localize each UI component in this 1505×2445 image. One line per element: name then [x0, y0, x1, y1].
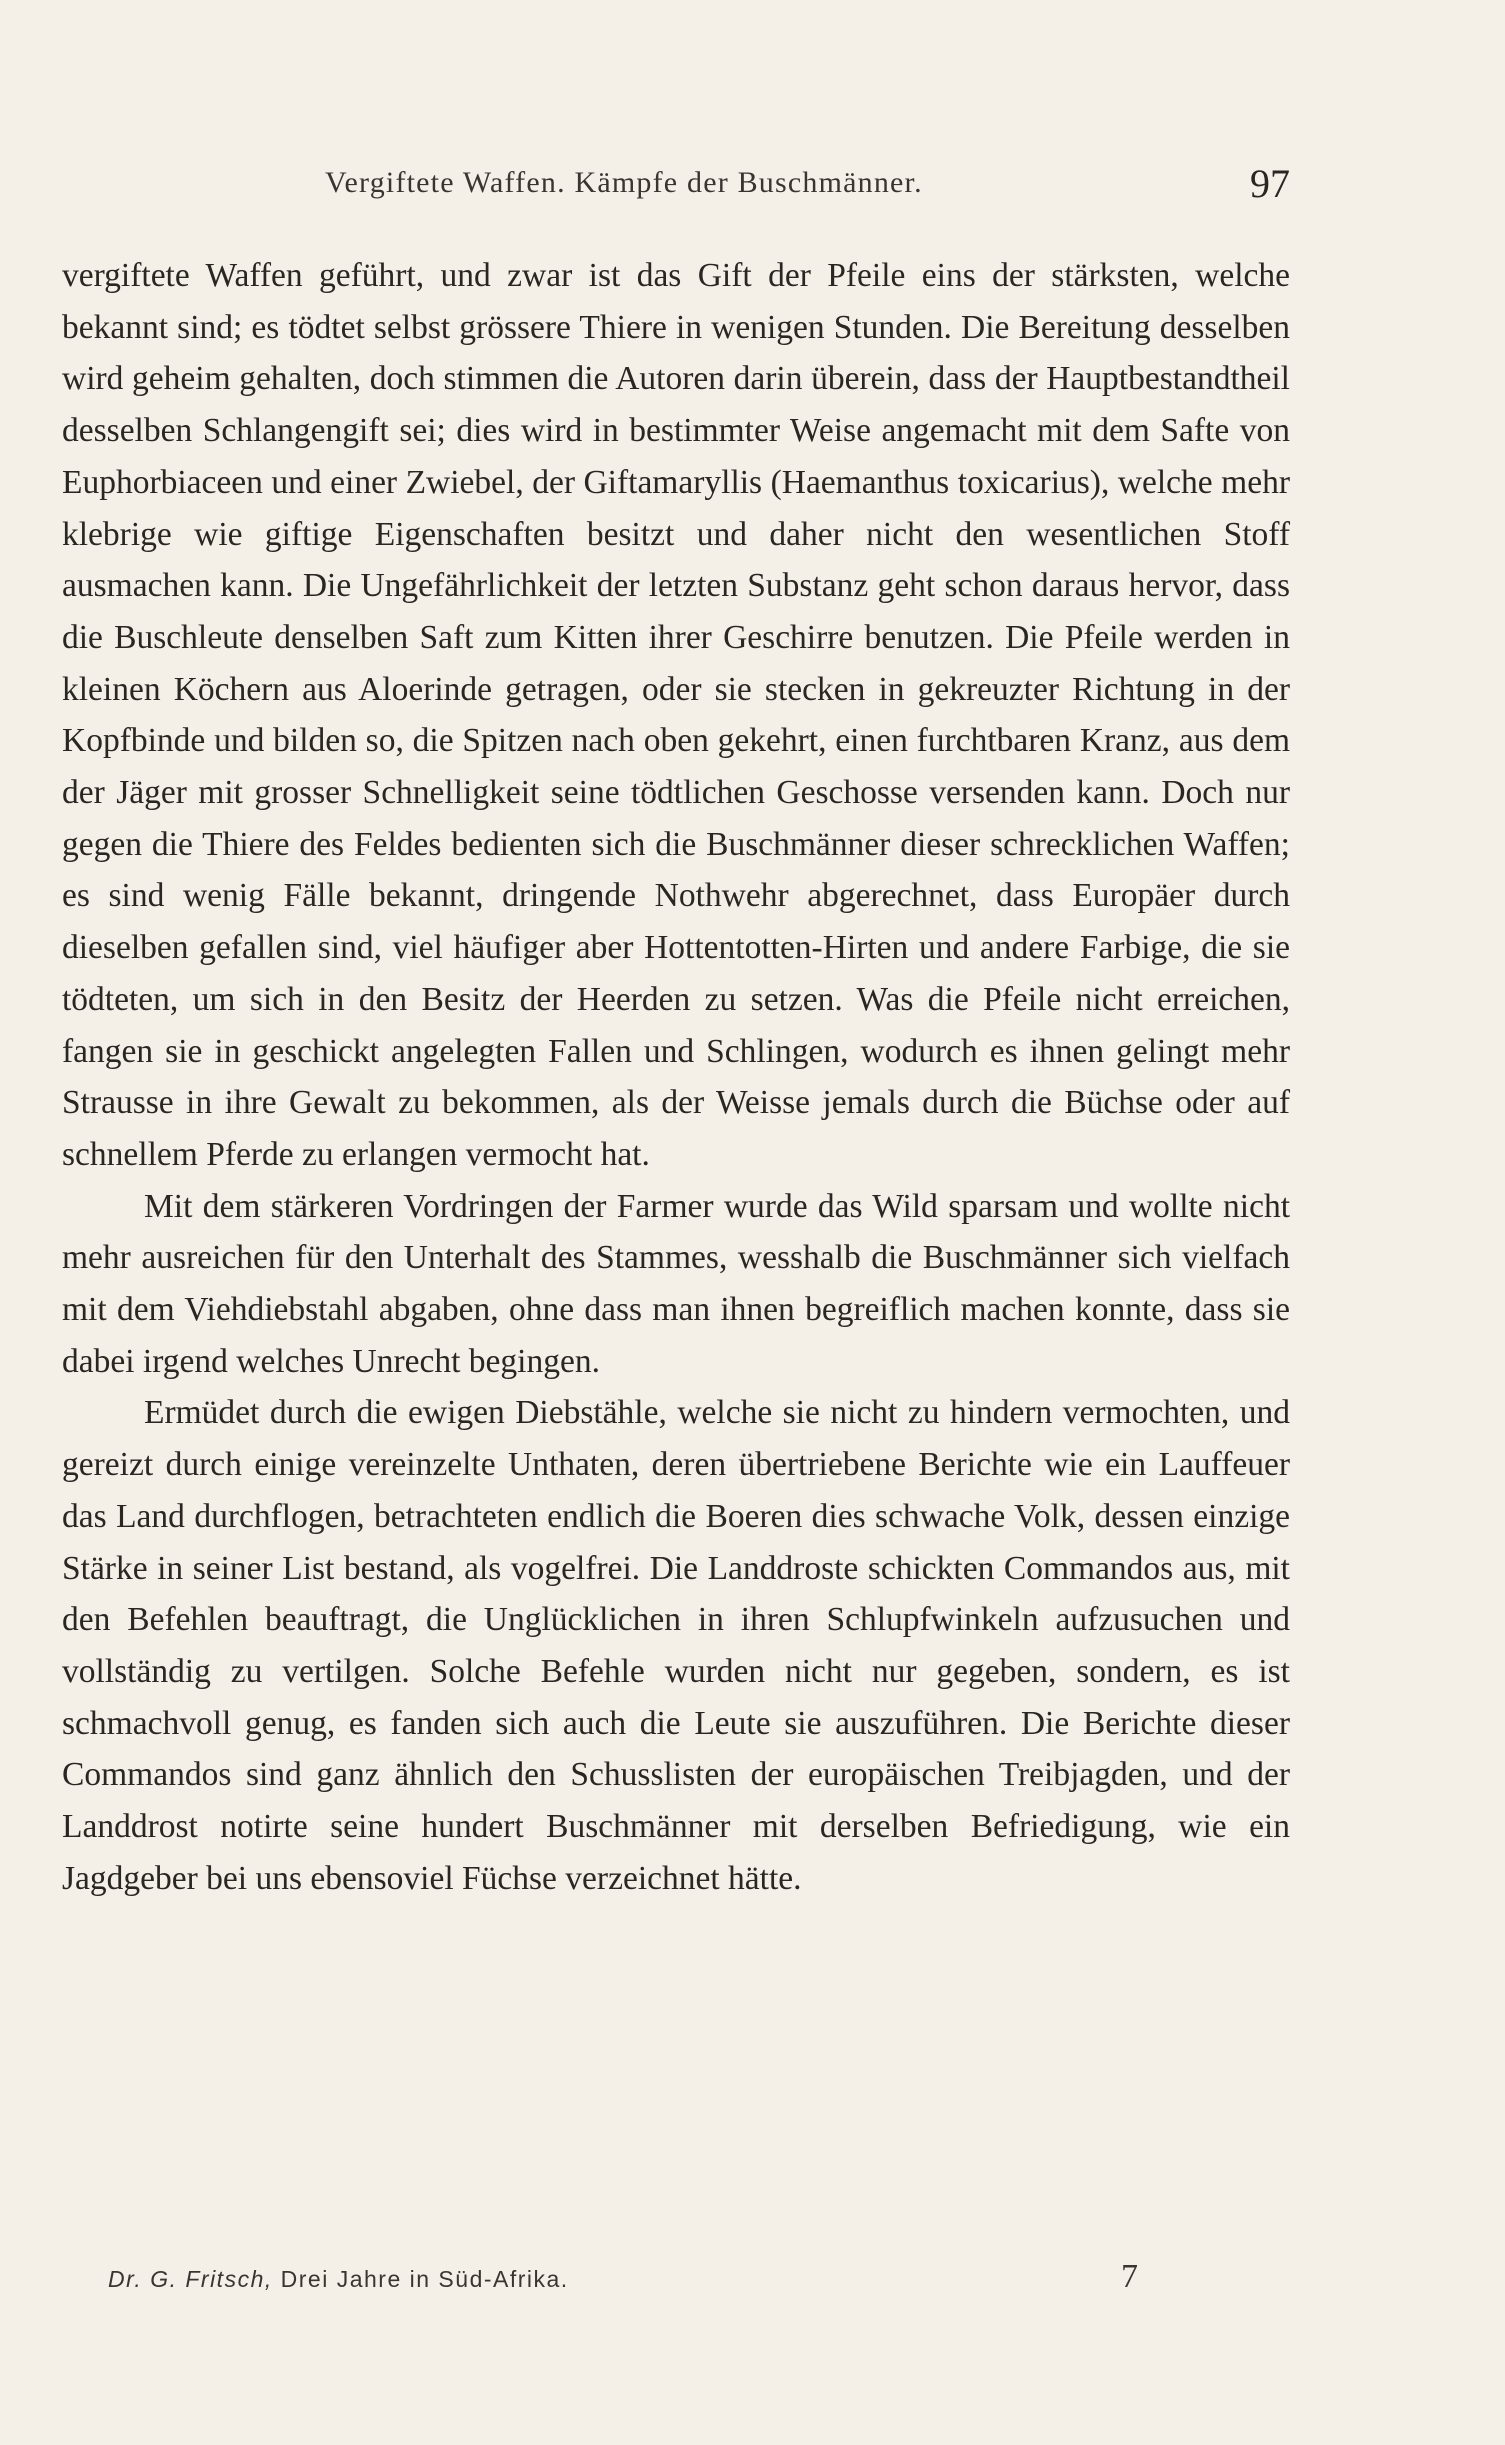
running-head: Vergiftete Waffen. Kämpfe der Buschmänner. — [325, 166, 923, 199]
signature-title: Drei Jahre in Süd-Afrika. — [280, 2266, 569, 2292]
paragraph-3: Ermüdet durch die ewigen Diebstähle, welche sie nicht zu hindern vermochten, und gereizt durch einige vereinzelte Unthaten, deren übertriebene Berichte wie ein Lauffeuer das Land durchflogen, betrachteten endlich die Boeren dies schwache Volk, dessen einzige Stärke in seiner List bestand, als vogelfrei. Die Landdroste schickten Commandos aus, mit den Befehlen beauftragt, die Unglücklichen in ihren Schlupfwinkeln aufzusuchen und vollständig zu vertilgen. Solche Befehle wurden nicht nur gegeben, sondern, es ist schmachvoll genug, es fanden sich auch die Leute sie auszuführen. Die Berichte dieser Commandos sind ganz ähnlich den Schusslisten der europäischen Treibjagden, und der Landdrost notirte seine hundert Buschmänner mit derselben Befriedigung, wie ein Jagdgeber bei uns ebensoviel Füchse verzeichnet hätte. — [62, 1394, 1290, 1897]
paragraph-2: Mit dem stärkeren Vordringen der Farmer wurde das Wild sparsam und wollte nicht mehr ausreichen für den Unterhalt des Stammes, wesshalb die Buschmänner sich vielfach mit dem Viehdiebstahl abgaben, ohne dass man ihnen begreiflich machen konnte, dass sie dabei irgend welches Unrecht begingen. — [62, 1187, 1290, 1380]
sheet-number: 7 — [1121, 2258, 1138, 2295]
signature-author: Dr. G. Fritsch, — [108, 2266, 273, 2292]
page-header — [60, 160, 1290, 216]
page-number: 97 — [1250, 161, 1290, 206]
page-footer — [108, 2258, 1138, 2302]
paragraph-1: vergiftete Waffen geführt, und zwar ist das Gift der Pfeile eins der stärksten, welche bekannt sind; es tödtet selbst grössere Thiere in wenigen Stunden. Die Bereitung desselben wird geheim gehalten, doch stimmen die Autoren darin überein, dass der Hauptbestandtheil desselben Schlangengift sei; dies wird in bestimmter Weise angemacht mit dem Safte von Euphorbiaceen und einer Zwiebel, der Giftamaryllis (Haemanthus toxicarius), welche mehr klebrige wie giftige Eigenschaften besitzt und daher nicht den wesentlichen Stoff ausmachen kann. Die Ungefährlichkeit der letzten Substanz geht schon daraus hervor, dass die Buschleute denselben Saft zum Kitten ihrer Geschirre benutzen. Die Pfeile werden in kleinen Köchern aus Aloerinde getragen, oder sie stecken in gekreuzter Richtung in der Kopfbinde und bilden so, die Spitzen nach oben gekehrt, einen furchtbaren Kranz, aus dem der Jäger mit grosser Schnelligkeit seine tödtlichen Geschosse versenden kann. Doch nur gegen die Thiere des Feldes bedienten sich die Buschmänner dieser schrecklichen Waffen; es sind wenig Fälle bekannt, dringende Nothwehr abgerechnet, dass Europäer durch dieselben gefallen sind, viel häufiger aber Hottentotten-Hirten und andere Farbige, die sie tödteten, um sich in den Besitz der Heerden zu setzen. Was die Pfeile nicht erreichen, fangen sie in geschickt angelegten Fallen und Schlingen, wodurch es ihnen gelingt mehr Strausse in ihre Gewalt zu bekommen, als der Weisse jemals durch die Büchse oder auf schnellem Pferde zu erlangen vermocht hat. — [62, 257, 1290, 1173]
signature-line — [108, 2266, 569, 2293]
body-text — [62, 250, 1290, 1905]
